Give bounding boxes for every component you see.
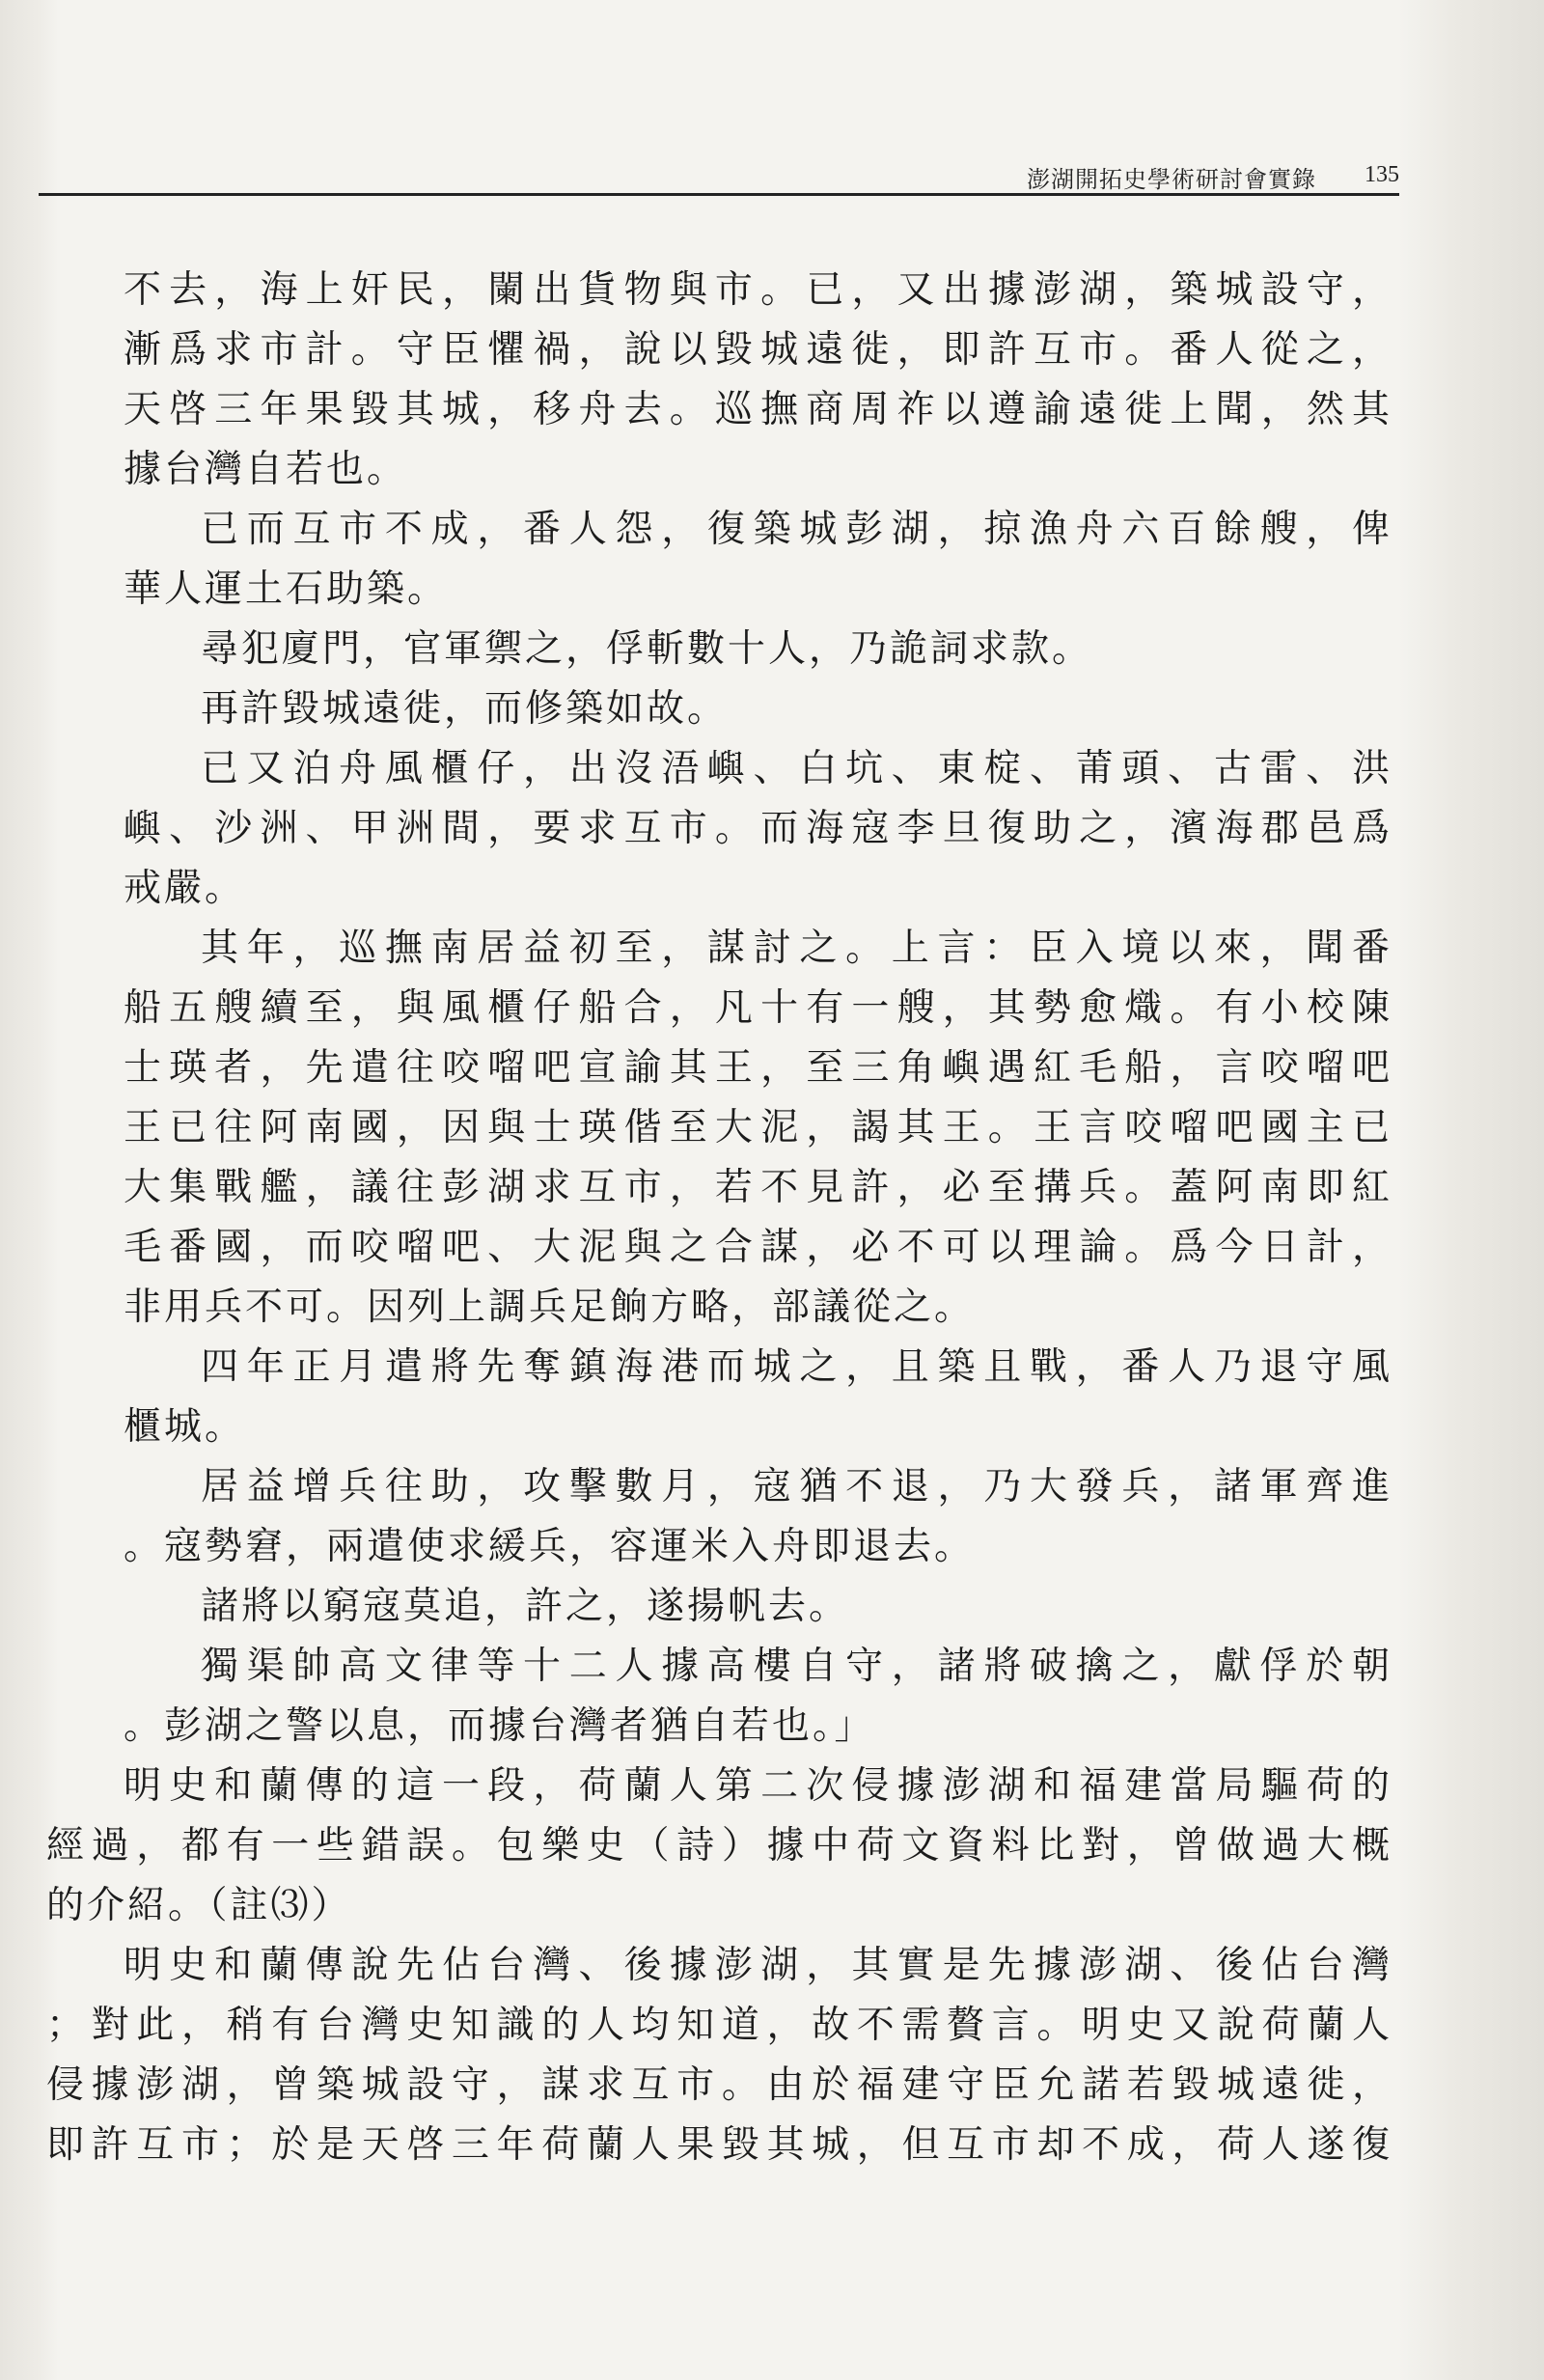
quote-line: 不去，海上奸民，闌出貨物與市。已，又出據澎湖，築城設守， xyxy=(124,268,1392,312)
quote-line: 尋犯廈門，官軍禦之，俘斬數十人，乃詭詞求款。 xyxy=(201,627,1093,671)
quote-line: 再許毀城遠徙，而修築如故。 xyxy=(201,687,729,731)
page-number: 135 xyxy=(1365,162,1399,187)
quote-line: 嶼、沙洲、甲洲間，要求互市。而海寇李旦復助之，濱海郡邑爲 xyxy=(124,807,1392,850)
quote-line: 王已往阿南國，因與士瑛偕至大泥，謁其王。王言咬𠺕吧國主已 xyxy=(124,1106,1392,1149)
paragraph-line: ；對此，稍有台灣史知識的人均知道，故不需贅言。明史又說荷蘭人 xyxy=(46,2004,1392,2047)
quote-line: 居益增兵往助，攻擊數月，寇猶不退，乃大發兵，諸軍齊進 xyxy=(201,1465,1392,1508)
quote-line: 獨渠帥高文律等十二人據高樓自守，諸將破擒之，獻俘於朝 xyxy=(201,1645,1392,1688)
quote-line: 非用兵不可。因列上調兵足餉方略，部議從之。 xyxy=(124,1286,976,1329)
paragraph-line: 明史和蘭傳說先佔台灣、後據澎湖，其實是先據澎湖、後佔台灣 xyxy=(124,1944,1392,1987)
running-title: 澎湖開拓史學術研討會實錄 xyxy=(1027,166,1316,193)
quote-line: 毛番國，而咬𠺕吧、大泥與之合謀，必不可以理論。爲今日計， xyxy=(124,1226,1392,1269)
quote-line: 華人運土石助築。 xyxy=(124,567,449,611)
paragraph-line: 侵據澎湖，曾築城設守，謀求互市。由於福建守臣允諾若毀城遠徙， xyxy=(46,2063,1392,2107)
quote-line: 據台灣自若也。 xyxy=(124,448,408,491)
quote-line: 船五艘續至，與風櫃仔船合，凡十有一艘，其勢愈熾。有小校陳 xyxy=(124,986,1392,1030)
facing-page-edge xyxy=(1399,0,1544,2380)
quote-line: 士瑛者，先遣往咬𠺕吧宣諭其王，至三角嶼遇紅毛船，言咬𠺕吧 xyxy=(124,1046,1392,1090)
paragraph-line: 經過，都有一些錯誤。包樂史（詩）據中荷文資料比對，曾做過大概 xyxy=(46,1824,1392,1868)
running-header xyxy=(39,154,1399,195)
quote-line: 四年正月遣將先奪鎮海港而城之，且築且戰，番人乃退守風 xyxy=(201,1345,1392,1389)
paragraph-line: 的介紹。（註⑶） xyxy=(46,1884,352,1927)
paragraph-line: 明史和蘭傳的這一段，荷蘭人第二次侵據澎湖和福建當局驅荷的 xyxy=(124,1764,1392,1808)
quote-line: 。寇勢窘，兩遣使求緩兵，容運米入舟即退去。 xyxy=(124,1525,976,1568)
body-text xyxy=(46,261,1392,2175)
header-rule xyxy=(39,193,1399,196)
quote-line: 櫃城。 xyxy=(124,1405,246,1449)
quote-line: 大集戰艦，議往彭湖求互市，若不見許，必至搆兵。蓋阿南即紅 xyxy=(124,1166,1392,1209)
quote-line: 漸爲求市計。守臣懼禍，說以毀城遠徙，即許互市。番人從之， xyxy=(124,328,1392,372)
quote-line: 已而互市不成，番人怨，復築城彭湖，掠漁舟六百餘艘，俾 xyxy=(201,508,1392,551)
quote-line: 其年，巡撫南居益初至，謀討之。上言：臣入境以來，聞番 xyxy=(201,927,1392,970)
paragraph-line: 即許互市；於是天啓三年荷蘭人果毀其城，但互市却不成，荷人遂復 xyxy=(46,2123,1392,2167)
quote-line: 。彭湖之警以息，而據台灣者猶自若也。」 xyxy=(124,1704,875,1748)
quote-line: 戒嚴。 xyxy=(124,867,246,910)
quote-line: 諸將以窮寇莫追，許之，遂揚帆去。 xyxy=(201,1585,850,1628)
quote-line: 天啓三年果毀其城，移舟去。巡撫商周祚以遵諭遠徙上聞，然其 xyxy=(124,388,1392,431)
quote-line: 已又泊舟風櫃仔，出沒浯嶼、白坑、東椗、莆頭、古雷、洪 xyxy=(201,747,1392,790)
